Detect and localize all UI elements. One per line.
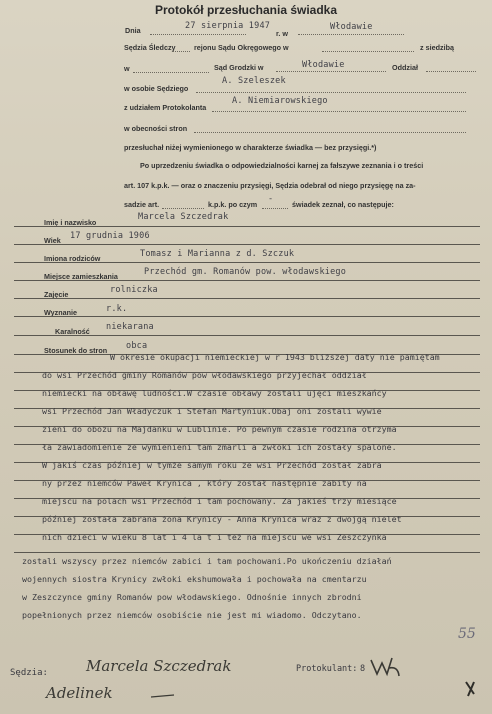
sad-grodzki-label: Sąd Grodzki w [214,63,264,72]
uprzedzeniu-line-2: art. 107 k.p.k. — oraz o znaczeniu przysięgi, Sędzia odebrał od niego przysięgę na za- [124,181,416,190]
page-number: 55 [458,626,476,642]
kpk-po-czym-label: k.p.k. po czym [208,200,258,209]
oddzial-dotted-line [426,71,476,72]
narrative-line: w Zeszczynce gminy Romanów pow włodawskiego. Odnośnie innych zbrodni [22,592,362,602]
narrative-line: miejscu na polach wsi Przechód i tam pochowany. Za jakieś trzy miesiące [42,496,397,506]
witness-signature: Marcela Szczedrak [86,657,232,675]
place-value: Włodawie [330,22,373,32]
narrative-line: W okresie okupacji niemieckiej w r 1943 bliższej daty nie pamiętam [110,352,440,362]
karalnosc-value: niekarana [106,322,154,332]
wyznanie-rule [14,316,480,317]
sad-grodzki-dotted-line [276,71,386,72]
date-value: 27 sierpnia 1947 [185,21,271,31]
kpk-dotted-line [262,208,288,209]
narrative-line: wojennych siostra Krynicy zwłoki ekshumowała i pochowała na cmentarzu [22,574,367,584]
corner-mark-icon [462,678,480,700]
sedzia-signature-label: Sędzia: [10,668,48,678]
sedzia-sledczy-label: Sędzia Śledczy [124,43,176,52]
miejsce-zamieszkania-value: Przechód gm. Romanów pow. włodawskiego [144,267,347,277]
rejonu-label: rejonu Sądu Okręgowego w [194,43,289,52]
sedzia-name-value: A. Szeleszek [222,76,286,86]
osobie-sedziego-label: w osobie Sędziego [124,84,189,93]
narrative-line: niemiecki na obławę ludności.W czasie obławy zostali ujęci mieszkańcy [42,388,387,398]
protokolant-scribble-icon [368,654,402,680]
wiek-value: 17 grudnia 1906 [70,231,150,241]
obecnosci-dotted-line [194,132,466,133]
signature-underline-icon [150,692,176,700]
year-suffix-label: r. w [276,29,288,38]
swiadek-zeznal-label: świadek zeznał, co następuje: [292,200,394,209]
dnia-dotted-line [150,34,246,35]
oddzial-label: Oddział [392,63,418,72]
narrative-line: zieni do obozu na Majdanku w Lublinie. Po pewnym czasie rodzina otrzyma [42,424,397,434]
protokolant-dotted-line [212,111,466,112]
imie-rule [14,226,480,227]
narrative-line: nich dzieci w wieku 8 lat i 4 la t i też na miejscu we wsi Zeszczynka [42,532,387,542]
kpk-value: - [268,194,274,204]
obecnosci-stron-label: w obecności stron [124,124,188,133]
przesluchal-text: przesłuchał niżej wymienionego w charakterze świadka — bez przysięgi.*) [124,143,377,152]
wiek-rule [14,244,480,245]
miejsce-zamieszkania-label: Miejsce zamieszkania [44,272,118,281]
imiona-rodzicow-label: Imiona rodziców [44,254,101,263]
karalnosc-label: Karalność [55,327,90,336]
stosunek-do-stron-label: Stosunek do stron [44,346,108,355]
narrative-line: ny przez niemców Paweł Krynica , który został następnie zabity na [42,478,367,488]
narrative-line: wsi Przechód Jan Władyczuk i Stefan Martyniuk.Obaj oni zostali wywie [42,406,382,416]
imie-nazwisko-value: Marcela Szczedrak [138,212,229,222]
siedziba-label: z siedzibą [420,43,454,52]
zajecie-label: Zajęcie [44,290,69,299]
zajecie-value: rolniczka [110,285,158,295]
protokolant-signature-label: Protokulant: [296,664,358,674]
judge-signature: Adelinek [46,684,113,702]
zajecie-rule [14,298,480,299]
sad-grodzki-value: Włodawie [302,60,345,70]
imie-nazwisko-label: Imię i nazwisko [44,218,97,227]
karalnosc-rule [14,335,480,336]
narrative-rule [14,552,480,553]
dnia-label: Dnia [125,26,141,35]
narrative-line: później została zabrana żona Krynicy - Anna Krynica wraz z dwojgą nielet [42,514,402,524]
narrative-line: popełnionych przez niemców osobiście nie jest mi wiadomo. Odczytano. [22,610,362,620]
document-heading: Protokół przesłuchania świadka [154,3,338,17]
wyznanie-value: r.k. [106,304,128,314]
narrative-line: zostali wszyscy przez niemców zabici i tam pochowani.Po ukończeniu działań [22,556,392,566]
osobie-dotted-line [196,92,466,93]
sedzia-dotted-line [172,51,190,52]
place-dotted-line [298,34,404,35]
w-dotted-line [133,72,209,73]
narrative-line: do wsi Przechód gminy Romanów pow włodawskiego przyjechał oddział [42,370,367,380]
w-label: w [124,64,130,73]
protokolant-mark: 8 [360,664,366,674]
protokolant-name-value: A. Niemiarowskiego [232,96,328,106]
narrative-line: W jakiś czas później w tymże samym roku ze wsi Przechód został zabra [42,460,382,470]
imiona-rodzicow-value: Tomasz i Marianna z d. Szczuk [140,249,295,259]
uprzedzeniu-line-1: Po uprzedzeniu świadka o odpowiedzialności karnej za fałszywe zeznania i o treści [140,161,424,170]
narrative-line: ła zawiadomienie ze wymienieni tam zmarli a zwłoki ich zostały spalone. [42,442,397,452]
stosunek-value: obca [126,341,148,351]
rodzicow-rule [14,262,480,263]
sadzie-art-label: sadzie art. [124,200,160,209]
sadzie-dotted-line [162,208,204,209]
rejonu-dotted-line [322,51,414,52]
wiek-label: Wiek [44,236,61,245]
wyznanie-label: Wyznanie [44,308,78,317]
miejsce-rule [14,280,480,281]
protokolant-label: z udziałem Protokolanta [124,103,207,112]
